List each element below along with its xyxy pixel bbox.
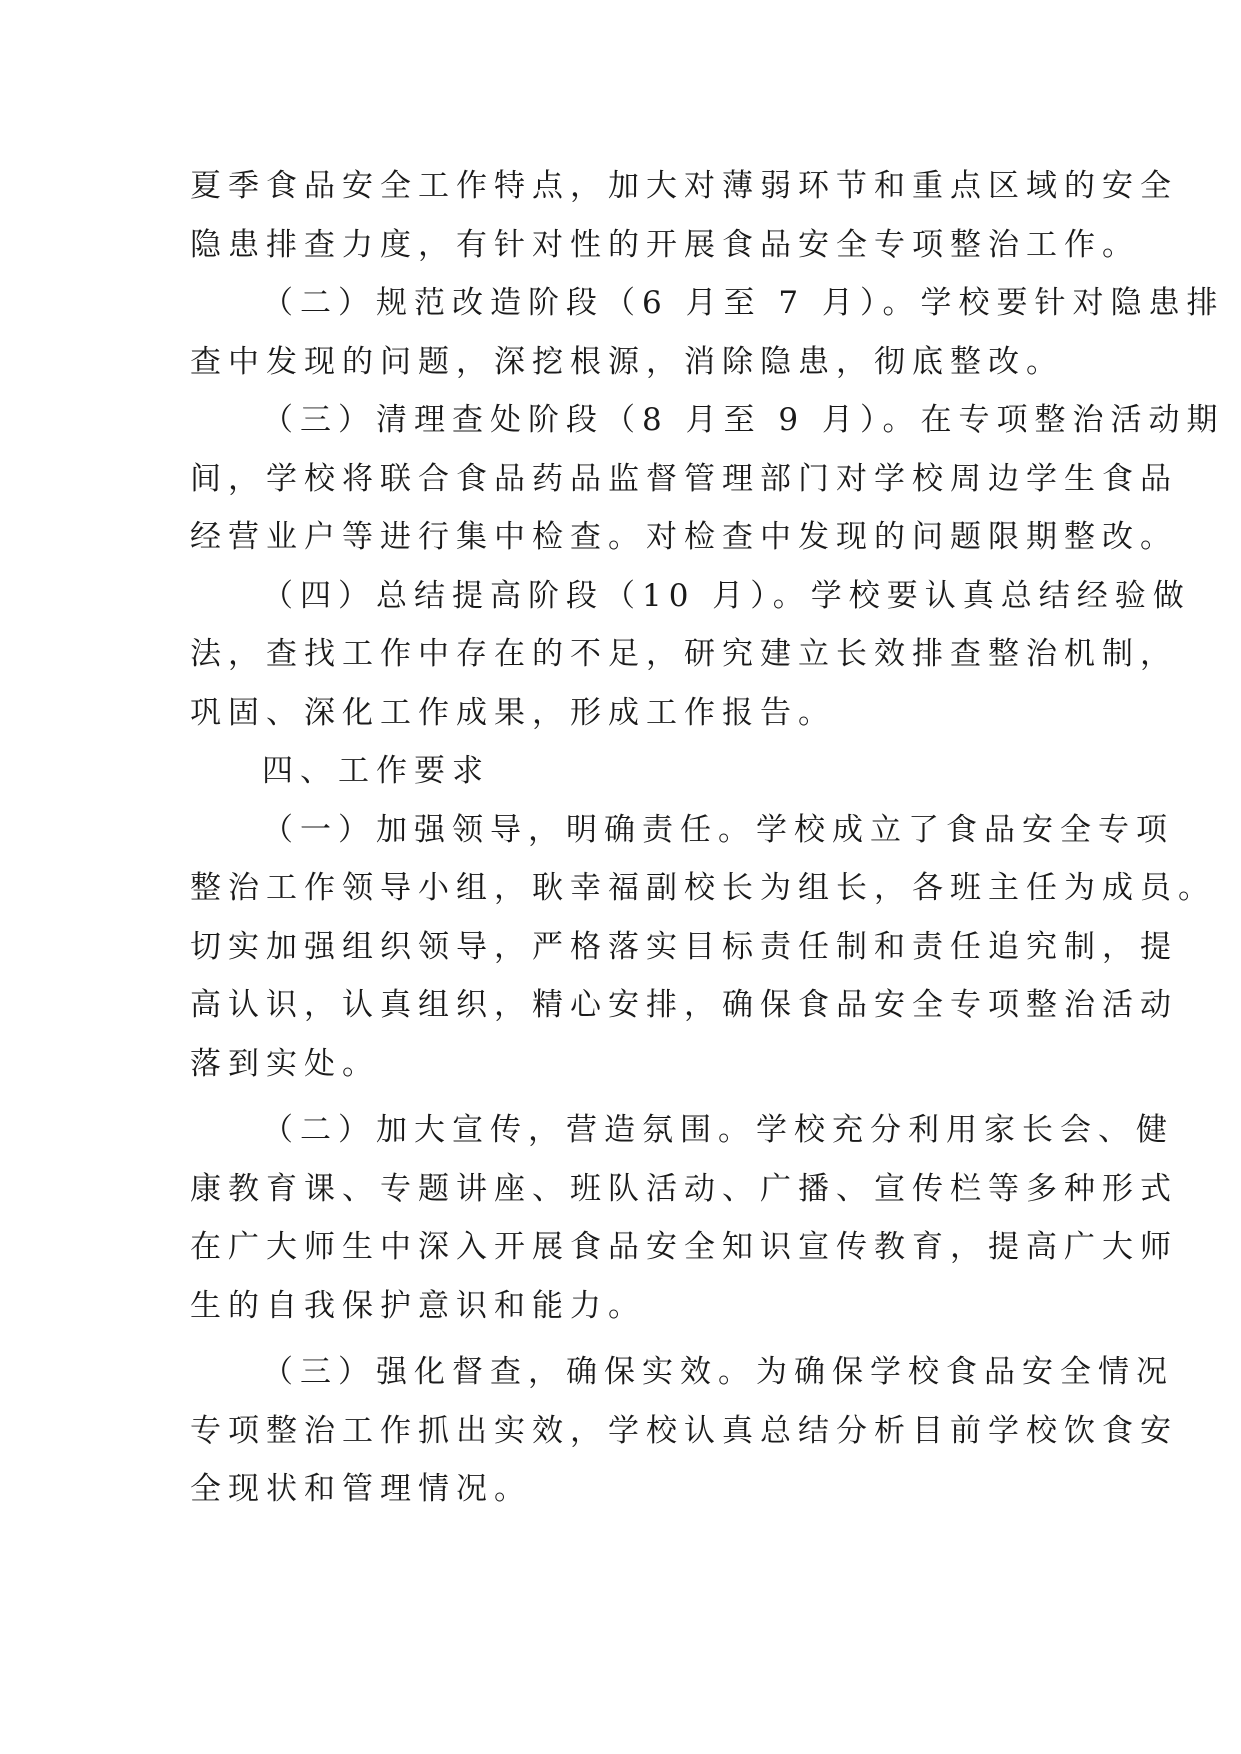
text-line: 巩固、深化工作成果，形成工作报告。 bbox=[190, 694, 836, 731]
paragraph-start: （三）清理查处阶段（8 月至 9 月）。在专项整治活动期 bbox=[262, 402, 1225, 438]
text-line: 经营业户等进行集中检查。对检查中发现的问题限期整改。 bbox=[190, 519, 1178, 555]
section-heading: 四、工作要求 bbox=[262, 753, 490, 789]
text-line: 在广大师生中深入开展食品安全知识宣传教育，提高广大师 bbox=[190, 1229, 1178, 1265]
text-line: 康教育课、专题讲座、班队活动、广播、宣传栏等多种形式 bbox=[190, 1170, 1178, 1207]
text-line: 全现状和管理情况。 bbox=[190, 1471, 532, 1507]
text-line: 生的自我保护意识和能力。 bbox=[190, 1287, 646, 1324]
text-line: 整治工作领导小组，耿幸福副校长为组长，各班主任为成员。 bbox=[190, 870, 1216, 906]
text-line: 查中发现的问题，深挖根源，消除隐患，彻底整改。 bbox=[190, 343, 1064, 380]
paragraph-start: （一）加强领导，明确责任。学校成立了食品安全专项 bbox=[262, 811, 1174, 848]
text-line: 隐患排查力度，有针对性的开展食品安全专项整治工作。 bbox=[190, 226, 1140, 263]
text-line: 落到实处。 bbox=[190, 1045, 380, 1082]
text-line: 间，学校将联合食品药品监督管理部门对学校周边学生食品 bbox=[190, 460, 1178, 497]
paragraph-start: （二）加大宣传，营造氛围。学校充分利用家长会、健 bbox=[262, 1112, 1174, 1148]
paragraph-start: （三）强化督查，确保实效。为确保学校食品安全情况 bbox=[262, 1354, 1174, 1390]
document-body bbox=[190, 157, 1225, 1519]
text-line: 切实加强组织领导，严格落实目标责任制和责任追究制，提 bbox=[190, 928, 1178, 965]
paragraph-start: （二）规范改造阶段（6 月至 7 月）。学校要针对隐患排 bbox=[262, 285, 1225, 321]
text-line: 专项整治工作抓出实效，学校认真总结分析目前学校饮食安 bbox=[190, 1412, 1178, 1449]
paragraph-start: （四）总结提高阶段（10 月）。学校要认真总结经验做 bbox=[262, 577, 1191, 614]
text-line: 夏季食品安全工作特点，加大对薄弱环节和重点区域的安全 bbox=[190, 168, 1178, 204]
text-line: 法，查找工作中存在的不足，研究建立长效排查整治机制， bbox=[190, 636, 1178, 672]
text-line: 高认识，认真组织，精心安排，确保食品安全专项整治活动 bbox=[190, 987, 1178, 1023]
